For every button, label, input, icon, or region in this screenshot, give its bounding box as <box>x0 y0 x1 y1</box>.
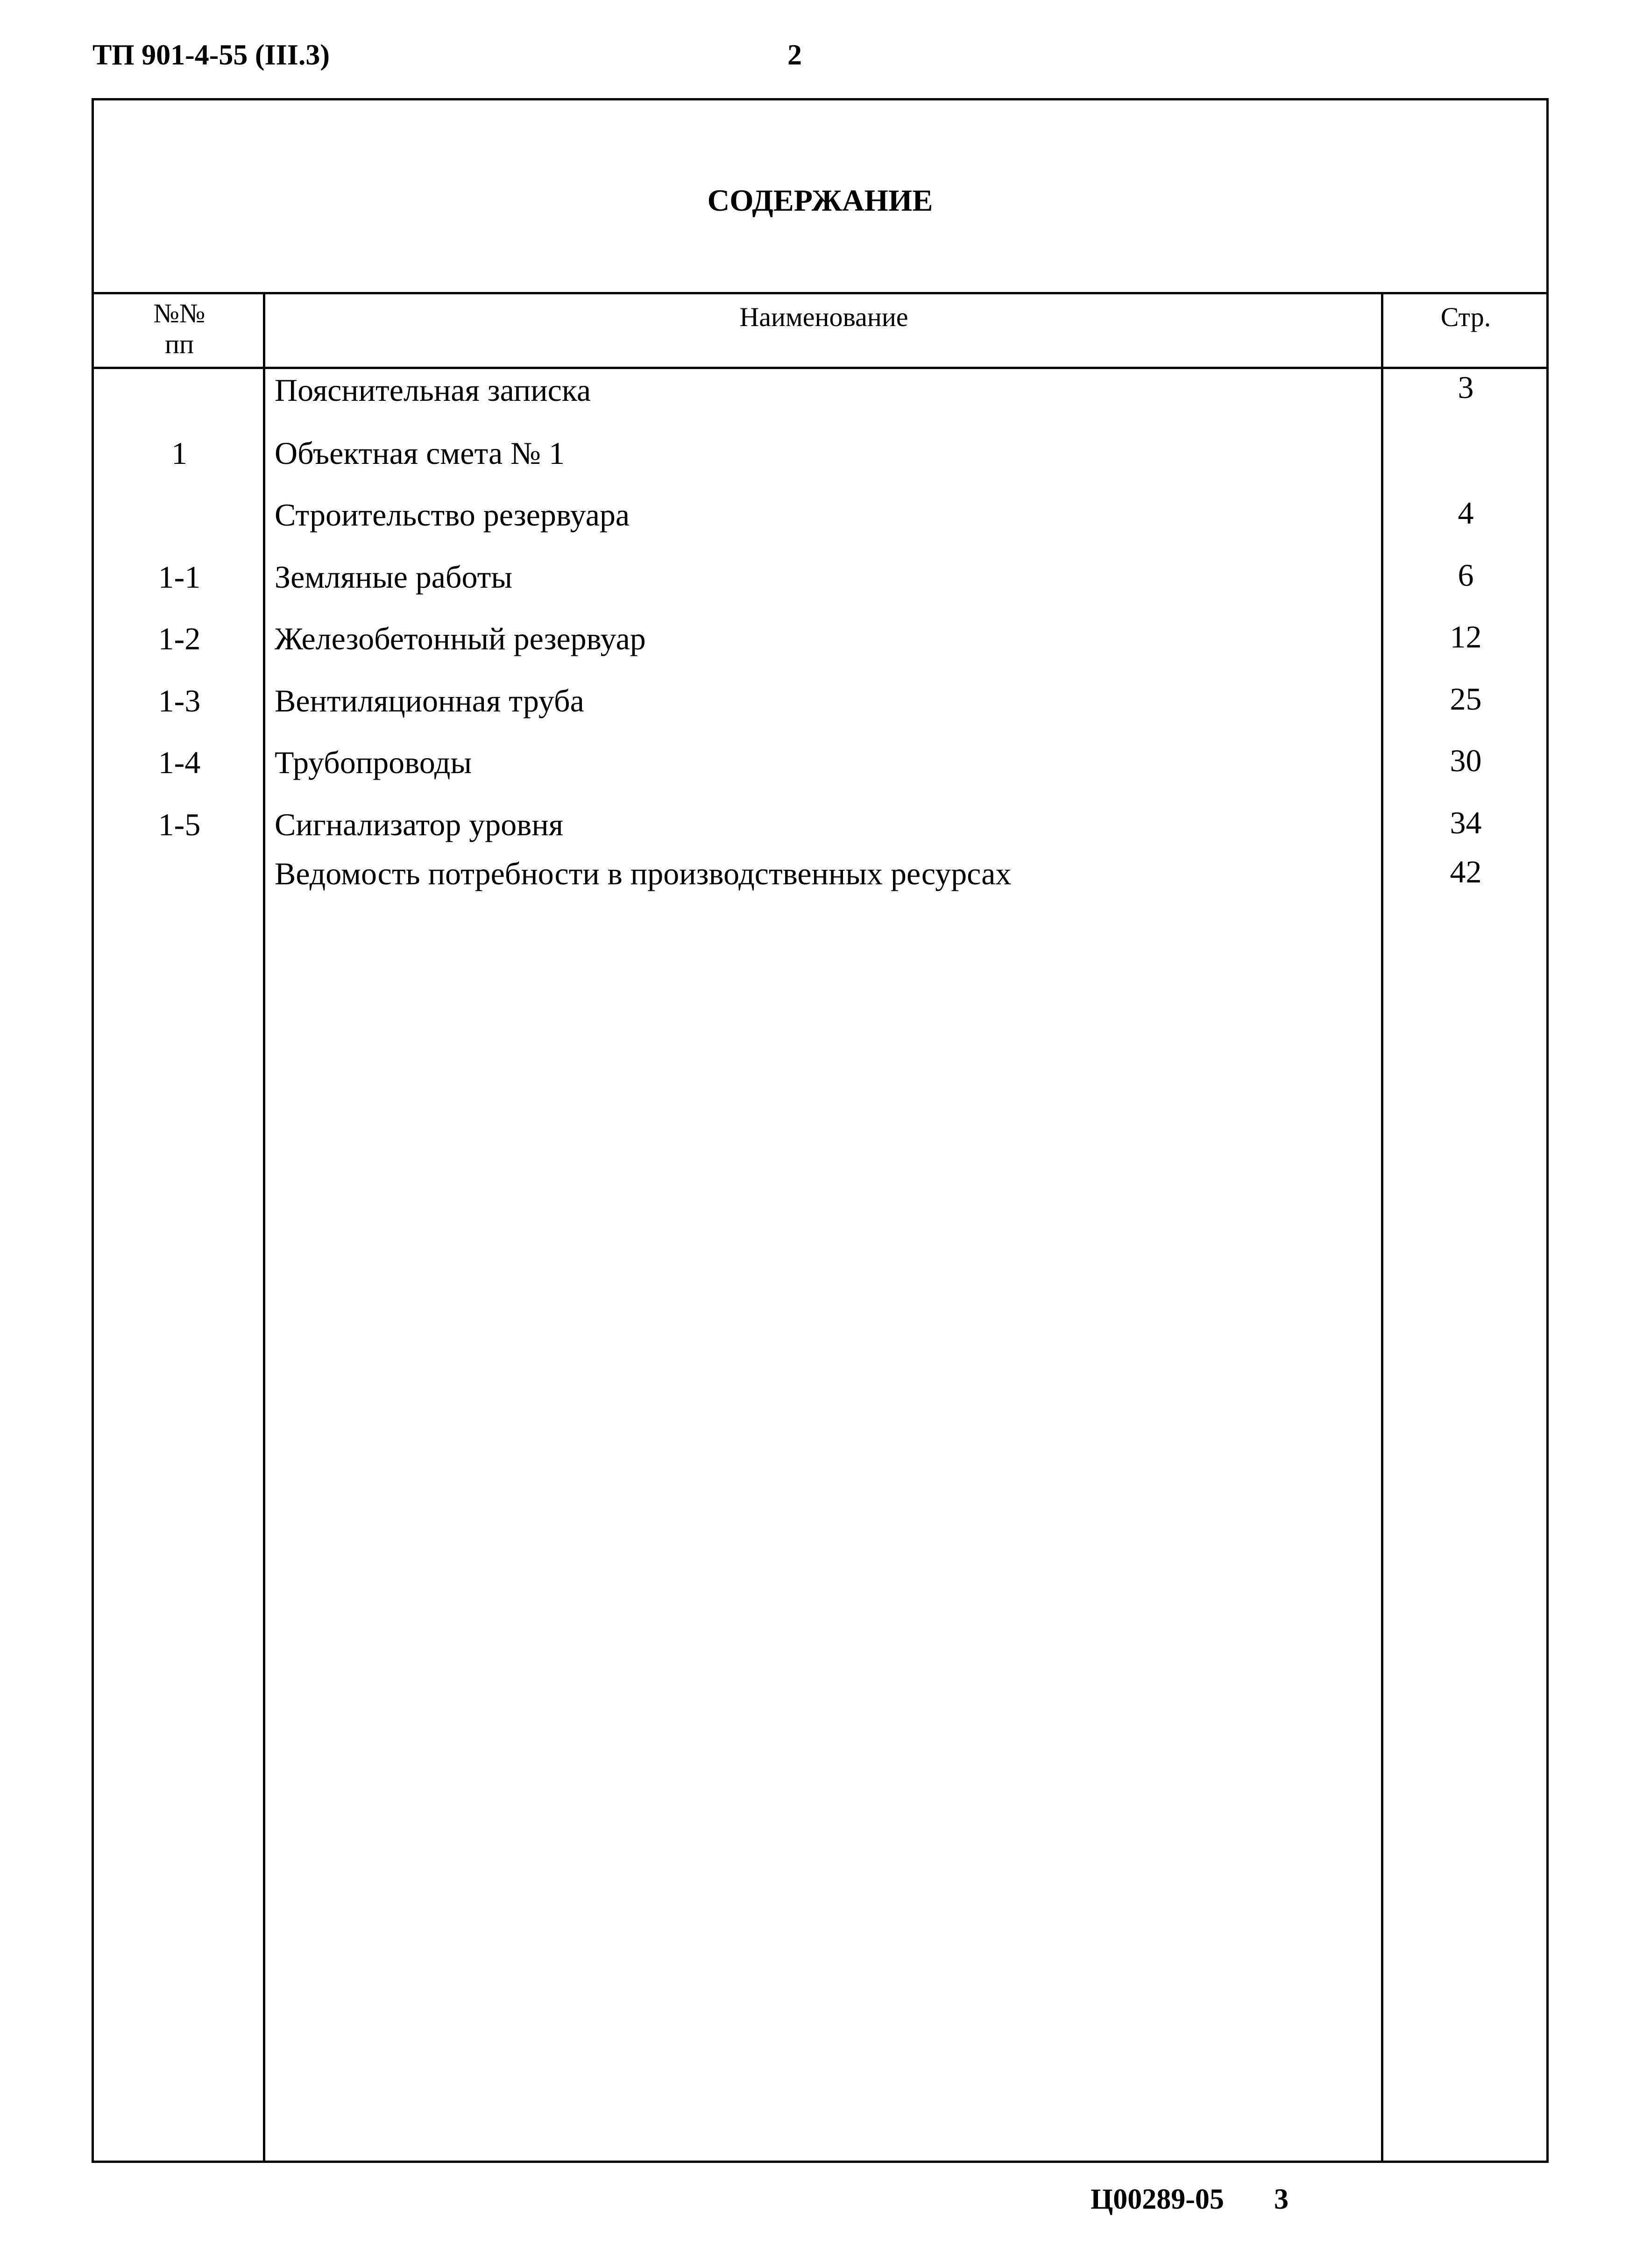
row-number: 1-5 <box>158 807 201 842</box>
row-name: Строительство резервуара <box>275 497 630 533</box>
column-header-name: Наименование <box>739 302 908 332</box>
row-page: 12 <box>1450 619 1482 654</box>
row-name: Пояснительная записка <box>275 372 591 408</box>
contents-title: СОДЕРЖАНИЕ <box>707 184 933 218</box>
row-page: 6 <box>1458 557 1474 593</box>
contents-table-frame <box>92 98 1549 2163</box>
row-name: Ведомость потребности в производственных ресурсах <box>275 856 1012 891</box>
row-name: Трубопроводы <box>275 745 472 780</box>
row-number: 1-1 <box>158 559 201 595</box>
table-row <box>94 855 1546 911</box>
row-number: 1-2 <box>158 621 201 656</box>
row-page: 42 <box>1450 854 1482 889</box>
table-row <box>94 744 1546 800</box>
title-band <box>94 100 1546 294</box>
column-header-number <box>94 298 265 360</box>
row-number: 1-3 <box>158 683 201 718</box>
row-page: 34 <box>1450 805 1482 840</box>
table-row <box>94 496 1546 552</box>
row-number: 1-4 <box>158 745 201 780</box>
column-header-number-label: №№ пп <box>153 298 205 359</box>
page-number: 2 <box>787 39 802 71</box>
footer-page-number: 3 <box>1274 2183 1289 2215</box>
table-row <box>94 682 1546 738</box>
table-row <box>94 371 1546 427</box>
row-page: 25 <box>1450 681 1482 717</box>
table-row <box>94 806 1546 862</box>
footer-document-code: Ц00289-05 <box>1091 2183 1224 2215</box>
table-header-row <box>94 294 1546 369</box>
row-name: Объектная смета № 1 <box>275 435 565 471</box>
row-page: 3 <box>1458 370 1474 405</box>
row-name: Земляные работы <box>275 559 513 595</box>
row-page: 30 <box>1450 743 1482 778</box>
row-name: Сигнализатор уровня <box>275 807 564 842</box>
table-row <box>94 434 1546 491</box>
row-name: Вентиляционная труба <box>275 683 584 718</box>
document-code: ТП 901-4-55 (III.3) <box>92 39 330 71</box>
table-row <box>94 558 1546 614</box>
table-row <box>94 620 1546 676</box>
row-name: Железобетонный резервуар <box>275 621 646 656</box>
row-page: 4 <box>1458 495 1474 531</box>
row-number: 1 <box>171 435 187 471</box>
column-header-page: Стр. <box>1440 302 1491 332</box>
